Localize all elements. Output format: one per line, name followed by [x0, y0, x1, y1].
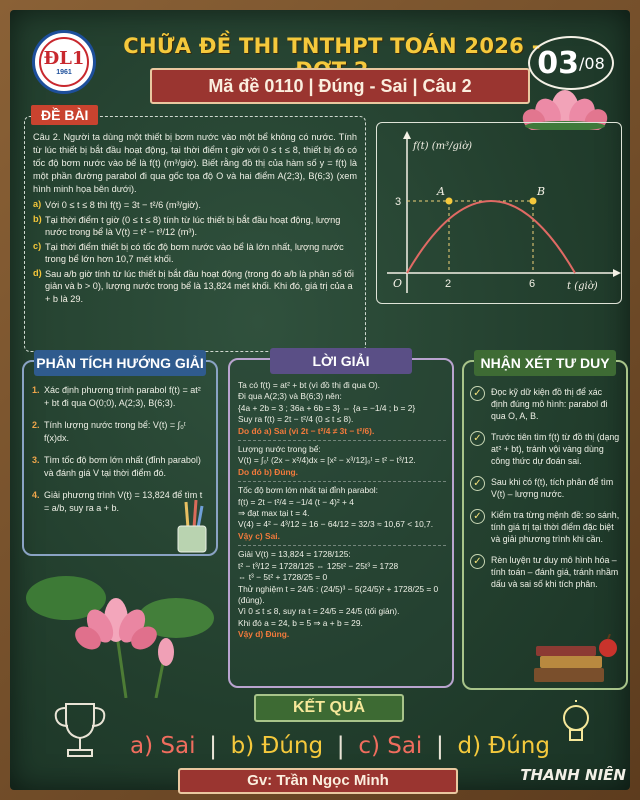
- solution-line: Suy ra f(t) = 2t − t²/4 (0 ≤ t ≤ 8).: [238, 414, 354, 425]
- parabola-graph: [376, 122, 622, 304]
- origin-label: O: [393, 277, 403, 290]
- solution-body: [238, 380, 446, 641]
- page-total: 08: [584, 53, 605, 73]
- result-separator: |: [435, 732, 444, 760]
- statement-text: Sau a/b giờ tính từ lúc thiết bị bắt đầu hoạt động (trong đó a/b là phân số tối giản và b > 0), lượng nước trong bể là 13,824 mét khối. Khi đó, giá trị của a + b là 29.: [45, 268, 354, 304]
- x-tick-2: 2: [445, 278, 452, 290]
- logo-year: 1961: [56, 69, 72, 76]
- x-tick-6: 6: [529, 278, 536, 290]
- solution-conclusion: Vậy d) Đúng.: [238, 629, 290, 640]
- point-b-label: B: [537, 185, 546, 198]
- solution-line: Đi qua A(2;3) và B(6;3) nên:: [238, 391, 342, 402]
- statement-d: [33, 268, 357, 306]
- result-a: a) Sai: [130, 733, 196, 759]
- problem-tag: ĐỀ BÀI: [31, 105, 98, 125]
- remark-text: Trước tiên tìm f(t) từ đồ thị (dạng at² + bt), tránh vội vàng dùng công thức dự đoán sai.: [491, 432, 620, 466]
- statement-c: [33, 241, 357, 266]
- step-text: Tính lượng nước trong bể: V(t) = ∫₀ᵗ f(x)dx.: [44, 420, 186, 443]
- pencil-cup-icon: [172, 498, 212, 554]
- solution-line: Ta có f(t) = at² + bt (vì đồ thị đi qua O).: [238, 380, 380, 390]
- solution-line: t² − t³/12 = 1728/125 ⇔ 125t² − 25t³ = 1728: [238, 560, 399, 571]
- check-icon: ✓: [470, 476, 485, 491]
- solution-part-d: [238, 549, 446, 640]
- solution-line: f(t) = 2t − t²/4 = −1/4 (t − 4)² + 4: [238, 496, 354, 507]
- solution-part-b: [238, 444, 446, 482]
- solution-line: Thử nghiệm t = 24/5 : (24/5)³ − 5(24/5)² + 1728/25 = 0 (đúng).: [238, 583, 439, 605]
- remark-text: Rèn luyện tư duy mô hình hóa – tính toán – đánh giá, tránh nhầm dấu và sai số khi tích phân.: [491, 555, 619, 589]
- check-icon: ✓: [470, 386, 485, 401]
- trophy-icon: [50, 698, 110, 762]
- step-text: Giải phương trình V(t) = 13,824 để tìm t = a/b, suy ra a + b.: [44, 490, 203, 513]
- exam-code-ribbon: Mã đề 0110 | Đúng - Sai | Câu 2: [150, 68, 530, 104]
- statement-label: d): [33, 267, 42, 278]
- remark-item: [470, 476, 620, 500]
- solution-line: ⇔ t³ − 5t² + 1728/25 = 0: [238, 572, 328, 583]
- remark-item: [470, 431, 620, 467]
- lightbulb-icon: [556, 700, 596, 752]
- analysis-title: PHÂN TÍCH HƯỚNG GIẢI: [34, 350, 206, 376]
- step-text: Xác định phương trình parabol f(t) = at² + bt đi qua O(0;0), A(2;3), B(6;3).: [44, 385, 201, 408]
- x-axis-arrow: [613, 269, 621, 277]
- lotus-bouquet-icon: [16, 558, 222, 698]
- step-number: 4.: [32, 490, 40, 500]
- statement-text: Với 0 ≤ t ≤ 8 thì f(t) = 3t − t²/6 (m³/giờ).: [45, 200, 201, 210]
- brand-logo: THANH NIÊN: [520, 766, 626, 784]
- solution-line: V(4) = 4² − 4³/12 = 16 − 64/12 = 32/3 ≈ 10,67 < 10,7.: [238, 519, 434, 530]
- statement-label: c): [33, 240, 42, 251]
- result-separator: |: [336, 732, 345, 760]
- point-a-label: A: [437, 185, 445, 198]
- chalkboard: [10, 10, 630, 790]
- analysis-step: [32, 454, 208, 479]
- solution-line: Khi đó a = 24, b = 5 ⇒ a + b = 29.: [238, 617, 363, 628]
- remark-text: Kiểm tra từng mệnh đề: so sánh, tính giá trị tại thời điểm đặc biệt và giải phương trình khi cần.: [491, 510, 620, 544]
- statement-a: [33, 199, 357, 212]
- remark-text: Sau khi có f(t), tích phân để tìm V(t) – lượng nước.: [491, 477, 614, 499]
- solution-line: V(t) = ∫₀ᵗ (2x − x²/4)dx = [x² − x³/12]₀ᵗ = t² − t³/12.: [238, 455, 416, 466]
- problem-stem: Câu 2. Người ta dùng một thiết bị bơm nước vào một bể không có nước. Tính từ lúc thiết bị bắt đầu hoạt động, tại thời điểm t giờ với 0 ≤ t ≤ 8, thiết bị đó có tốc độ bơm nước vào bể là f(t) (m³/giờ). Biết rằng đồ thị của hàm số y = f(t) là một phần đường parabol đi qua gốc tọa độ O và hai điểm A(2;3), B(6;3) (xem hình minh họa bên dưới).: [33, 132, 357, 194]
- page-current: 03: [537, 45, 579, 81]
- parabola-curve: [407, 201, 575, 273]
- solution-line: Vì 0 ≤ t ≤ 8, suy ra t = 24/5 = 24/5 (tối giản).: [238, 606, 400, 617]
- statement-label: b): [33, 213, 42, 224]
- result-separator: |: [209, 732, 218, 760]
- solution-panel: [228, 353, 454, 688]
- school-logo: [32, 30, 96, 94]
- step-number: 3.: [32, 455, 40, 465]
- teacher-ribbon: Gv: Trần Ngọc Minh: [178, 768, 458, 794]
- result-d: d) Đúng: [457, 733, 550, 759]
- remark-title: NHẬN XÉT TƯ DUY: [474, 350, 616, 376]
- solution-conclusion: Vậy c) Sai.: [238, 530, 280, 541]
- result-title: KẾT QUẢ: [254, 694, 404, 722]
- logo-seal: [39, 37, 89, 87]
- remark-item: [470, 554, 620, 590]
- result-row: [130, 732, 550, 760]
- statement-label: a): [33, 199, 42, 209]
- solution-line: Lượng nước trong bể:: [238, 444, 321, 455]
- graph-svg: [377, 123, 623, 305]
- page-title: CHỮA ĐỀ THI TNTHPT TOÁN 2026 -: [123, 34, 541, 58]
- solution-conclusion: Do đó b) Đúng.: [238, 466, 299, 477]
- y-tick-3: 3: [395, 196, 402, 208]
- check-icon: ✓: [470, 509, 485, 524]
- result-c: c) Sai: [358, 733, 423, 759]
- point-b: [530, 198, 537, 205]
- solution-part-a: [238, 380, 446, 441]
- solution-line: ⇒ đạt max tại t = 4.: [238, 508, 310, 519]
- statement-text: Tại thời điểm thiết bị có tốc độ bơm nước vào bể là lớn nhất, lượng nước trong bể lớn hơn 10,7 mét khối.: [45, 241, 344, 264]
- y-axis-arrow: [403, 131, 411, 139]
- analysis-step: [32, 384, 208, 409]
- x-axis-label: t (giờ): [567, 281, 598, 292]
- step-number: 1.: [32, 385, 40, 395]
- page-counter: 03 / 08: [528, 36, 614, 90]
- logo-mark: ĐL1: [43, 48, 85, 69]
- remark-list: [470, 386, 620, 599]
- solution-line: Tốc độ bơm lớn nhất tại đỉnh parabol:: [238, 485, 378, 496]
- solution-part-c: [238, 485, 446, 546]
- solution-line: {4a + 2b = 3 ; 36a + 6b = 3} ⇔ {a = −1/4 ; b = 2}: [238, 402, 416, 413]
- check-icon: ✓: [470, 431, 485, 446]
- statement-b: [33, 214, 357, 239]
- point-a: [446, 198, 453, 205]
- solution-conclusion: Do đó a) Sai (vì 2t − t²/4 ≠ 3t − t²/6).: [238, 425, 375, 436]
- step-text: Tìm tốc độ bơm lớn nhất (đỉnh parabol) và đánh giá V tại thời điểm đó.: [44, 455, 201, 478]
- y-axis-label: f(t) (m³/giờ): [413, 141, 472, 152]
- analysis-step: [32, 419, 208, 444]
- remark-text: Đọc kỹ dữ kiện đồ thị để xác định đúng mô hình: parabol đi qua O, A, B.: [491, 387, 608, 421]
- solution-title: LỜI GIẢI: [270, 348, 412, 374]
- books-apple-icon: [530, 634, 620, 686]
- step-number: 2.: [32, 420, 40, 430]
- remark-item: [470, 509, 620, 545]
- solution-line: Giải V(t) = 13,824 = 1728/125:: [238, 549, 351, 560]
- remark-item: [470, 386, 620, 422]
- statement-text: Tại thời điểm t giờ (0 ≤ t ≤ 8) tính từ lúc thiết bị bắt đầu hoạt động, lượng nước trong bể là V(t) = t² − t³/12 (m³).: [45, 214, 341, 237]
- result-b: b) Đúng: [230, 733, 324, 759]
- check-icon: ✓: [470, 554, 485, 569]
- problem-box: [24, 107, 366, 352]
